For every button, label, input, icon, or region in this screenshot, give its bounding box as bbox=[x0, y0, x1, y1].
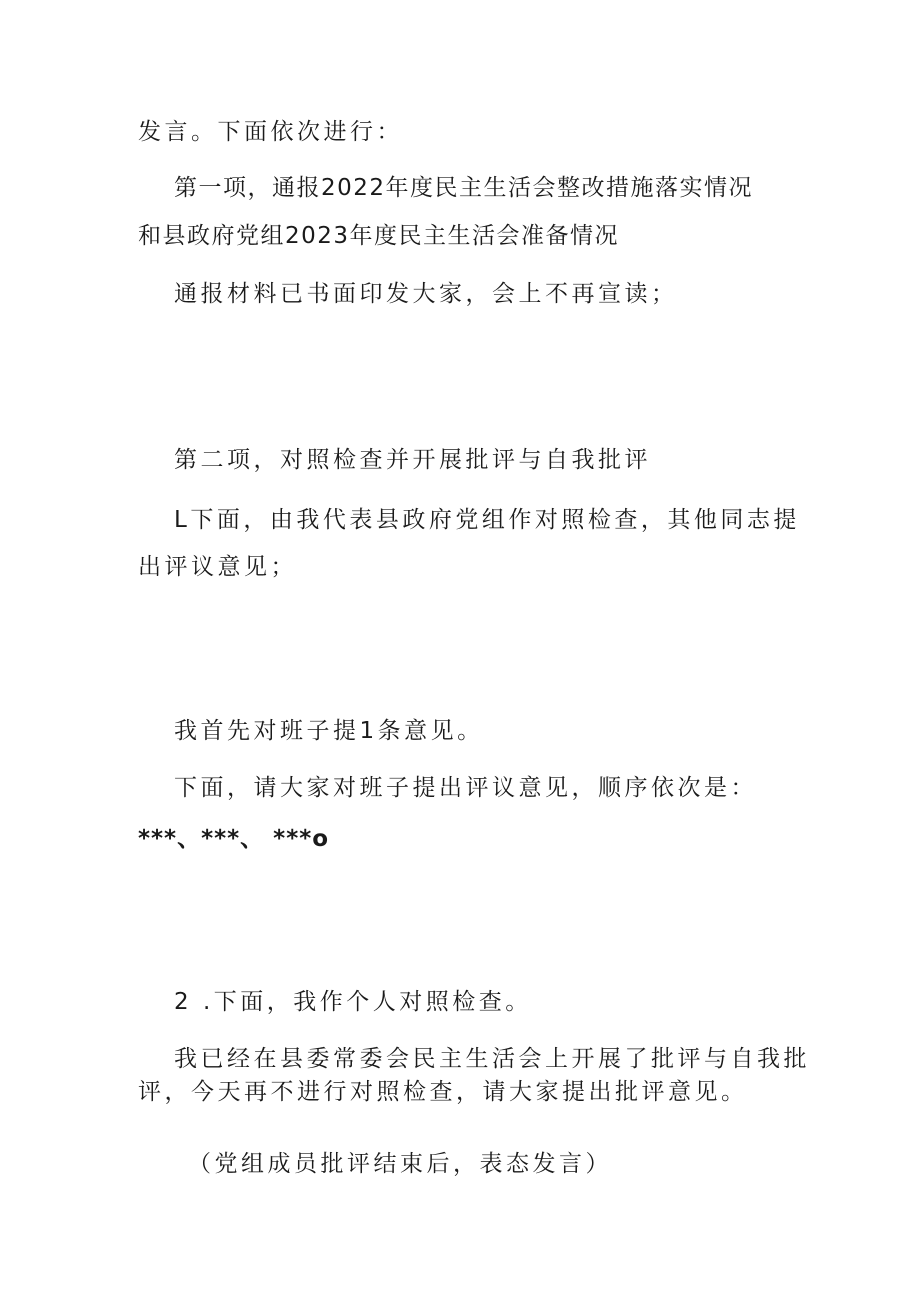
text-line-intro: 发言。下面依次进行： bbox=[138, 119, 403, 145]
text-line-self-check: L下面，由我代表县政府党组作对照检查，其他同志提 bbox=[174, 507, 800, 533]
text-line-first-opinion: 我首先对班子提1条意见。 bbox=[174, 718, 484, 744]
text-line-explanation-cont: 评，今天再不进行对照检查，请大家提出批评意见。 bbox=[138, 1079, 748, 1105]
text-line-report-note: 通报材料已书面印发大家，会上不再宣读； bbox=[174, 281, 678, 307]
text-line-personal-check: 2 .下面，我作个人对照检查。 bbox=[174, 989, 532, 1015]
text-line-item-one-title-cont: 和县政府党组2023年度民主生活会准备情况 bbox=[138, 223, 620, 249]
text-line-explanation: 我已经在县委常委会民主生活会上开展了批评与自我批 bbox=[174, 1046, 810, 1072]
text-line-item-one-title: 第一项，通报2022年度民主生活会整改措施落实情况 bbox=[174, 175, 754, 201]
text-line-self-check-cont: 出评议意见； bbox=[138, 554, 297, 580]
text-line-closing-note: （党组成员批评结束后，表态发言） bbox=[188, 1151, 612, 1177]
text-line-speaker-order: ***、***、 ***o bbox=[138, 826, 330, 852]
text-line-order-intro: 下面，请大家对班子提出评议意见，顺序依次是： bbox=[174, 775, 757, 801]
text-line-item-two-title: 第二项，对照检查并开展批评与自我批评 bbox=[174, 447, 651, 473]
